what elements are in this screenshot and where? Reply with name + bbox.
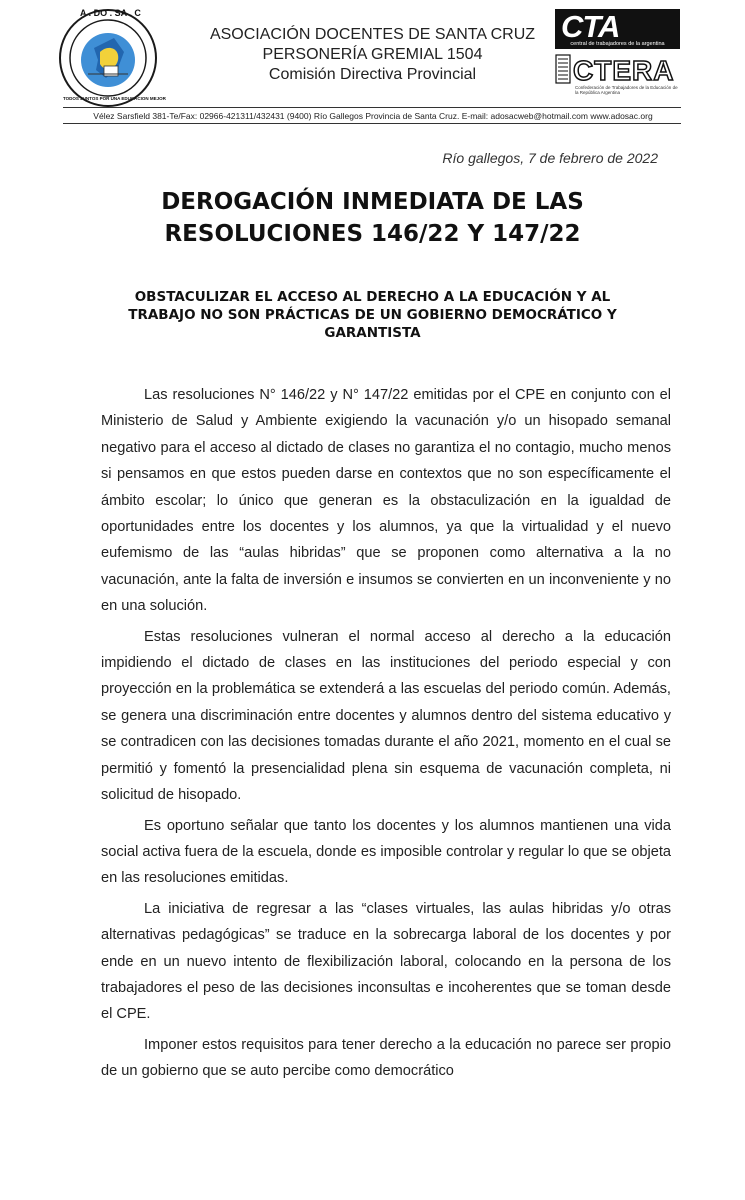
document-body [101, 382, 671, 1089]
adosac-logo-ring: TODOS JUNTOS POR UNA EDUCACION MEJOR [63, 96, 166, 101]
cta-logo-text: CTA [561, 9, 620, 44]
subtitle-line: GARANTISTA [324, 325, 421, 341]
body-paragraph: Es oportuno señalar que tanto los docentes y los alumnos mantienen una vida social activa fuera de la escuela, donde es imposible controlar y regular lo que se objeta en las resoluciones emitidas. [101, 817, 671, 887]
adosac-logo-text: A . DO . SA . C [80, 8, 141, 18]
document-subtitle [100, 288, 645, 342]
org-line-commission: Comisión Directiva Provincial [268, 66, 477, 83]
header-rule-bottom [63, 123, 681, 124]
subtitle-line: OBSTACULIZAR EL ACCESO AL DERECHO A LA EDUCACIÓN Y AL [134, 289, 611, 305]
body-paragraph: Imponer estos requisitos para tener derecho a la educación no parece ser propio de un gobierno que se auto percibe como democrático [101, 1036, 671, 1080]
document-title [60, 186, 685, 250]
ctera-logo-text: CTERA [573, 55, 675, 86]
cta-logo [555, 9, 680, 49]
title-line: RESOLUCIONES 146/22 Y 147/22 [164, 221, 581, 247]
org-line-name: ASOCIACIÓN DOCENTES DE SANTA CRUZ [209, 26, 536, 43]
ctera-logo-subtitle: Confederación de Trabajadores de la Educación de la República Argentina [575, 85, 678, 95]
body-paragraph: Las resoluciones N° 146/22 y N° 147/22 emitidas por el CPE en conjunto con el Ministerio de Salud y Ambiente exigiendo la vacunación y/o un hisopado semanal negativo para el acceso al dictado de clases no garantiza el no contagio, mucho menos si pensamos en que estos pueden darse en contextos que no son específicamente el ámbito escolar; lo único que generan es la obstaculización en la igualdad de oportunidades entre los docentes y los alumnos, ya que la virtualidad y el nuevo eufemismo de las “aulas hibridas” que se proponen como alternativa a la no vacunación, ante la falta de inversión e insumos se convierten en un inconveniente y no en una solución. [101, 387, 671, 615]
title-line: DEROGACIÓN INMEDIATA DE LAS [161, 189, 584, 215]
document-date: Río gallegos, 7 de febrero de 2022 [442, 150, 658, 166]
cta-logo-subtitle: central de trabajadores de la argentina [570, 41, 665, 47]
address-line: Vélez Sarsfield 381-Te/Fax: 02966-421311/432431 (9400) Río Gallegos Provincia de Santa Cruz. E-mail: adosacweb@hotmail.com www.adosac.org [93, 111, 653, 121]
ctera-logo [555, 53, 680, 95]
org-line-personeria: PERSONERÍA GREMIAL 1504 [262, 46, 483, 63]
organization-name [200, 25, 545, 85]
body-paragraph: Estas resoluciones vulneran el normal acceso al derecho a la educación impidiendo el dictado de clases en las instituciones del periodo especial y con proyección en la problemática se extenderá a las escuelas del periodo común. Además, se genera una discriminación entre docentes y alumnos dentro del sistema educativo y se contradicen con las decisiones tomadas durante el año 2021, momento en el cual se permitió y fomentó la presencialidad plena sin esquema de vacunación completa, ni solicitud de hisopado. [101, 628, 671, 804]
letterhead [0, 0, 745, 125]
subtitle-line: TRABAJO NO SON PRÁCTICAS DE UN GOBIERNO DEMOCRÁTICO Y [128, 307, 617, 323]
header-rule-top [63, 107, 681, 108]
adosac-logo [58, 8, 166, 108]
body-paragraph: La iniciativa de regresar a las “clases virtuales, las aulas hibridas y/o otras alternativas pedagógicas” se traduce en la sobrecarga laboral de los docentes y por ende en un nuevo intento de flexibilización laboral, colocando en la persona de los trabajadores el peso de las decisiones inconsultas e incoherentes que se toman desde el CPE. [101, 900, 671, 1023]
